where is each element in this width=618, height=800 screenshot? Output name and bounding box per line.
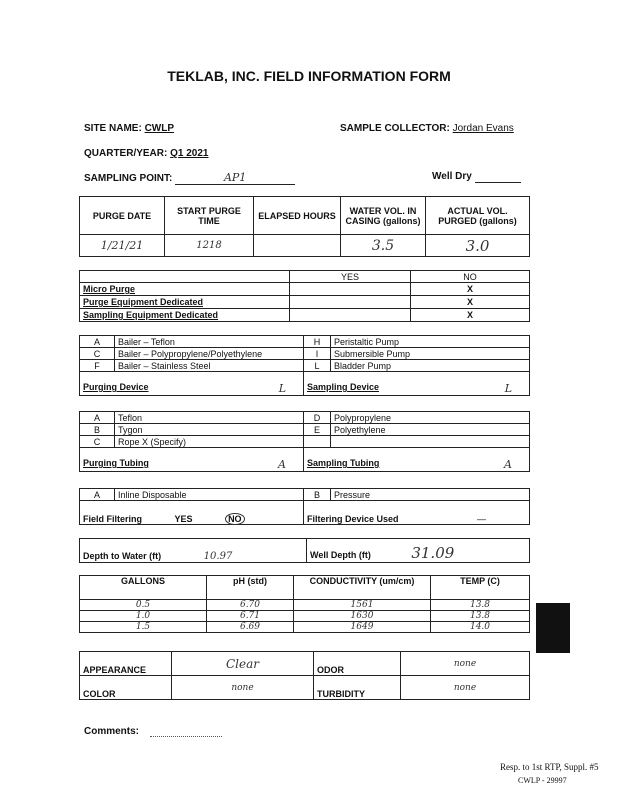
color-label: COLOR xyxy=(80,676,172,700)
well-dry-label: Well Dry xyxy=(432,171,472,182)
device-code: I xyxy=(304,348,331,360)
well-depth-cell xyxy=(307,539,530,563)
depth-to-water-value: 10.97 xyxy=(203,551,233,562)
comments-label: Comments: xyxy=(84,726,140,737)
sampling-equipment-yes xyxy=(290,309,411,322)
field-filtering-no-circled: NO xyxy=(225,513,245,525)
ph-header: pH (std) xyxy=(207,576,294,600)
reading-temp: 14.0 xyxy=(431,622,530,633)
device-name: Bailer – Polypropylene/Polyethylene xyxy=(115,348,304,360)
filtering-device-label: Filtering Device Used xyxy=(307,514,399,524)
well-depth-value: 31.09 xyxy=(411,544,455,562)
reading-ph: 6.70 xyxy=(207,600,294,611)
reading-gallons: 0.5 xyxy=(80,600,207,611)
micro-purge-yes xyxy=(290,283,411,296)
sampling-device-value: L xyxy=(504,382,512,395)
purge-equipment-no: X xyxy=(411,296,530,309)
micro-purge-no: X xyxy=(411,283,530,296)
turbidity-label: TURBIDITY xyxy=(314,676,401,700)
sampling-tubing-cell xyxy=(304,448,530,472)
reading-conductivity: 1649 xyxy=(294,622,431,633)
purge-equipment-label: Purge Equipment Dedicated xyxy=(80,296,290,309)
tubing-name: Teflon xyxy=(115,412,304,424)
sampling-device-label: Sampling Device xyxy=(307,382,380,392)
start-purge-header: START PURGE TIME xyxy=(165,197,254,235)
elapsed-hours-value xyxy=(254,235,341,257)
purge-date-header: PURGE DATE xyxy=(80,197,165,235)
collector-field xyxy=(340,123,514,134)
device-code: F xyxy=(80,360,115,372)
sampling-tubing-label: Sampling Tubing xyxy=(307,458,380,468)
depth-to-water-label: Depth to Water (ft) xyxy=(83,551,162,561)
site-name-value: CWLP xyxy=(144,123,175,134)
observations-table xyxy=(79,651,530,700)
appearance-label: APPEARANCE xyxy=(80,652,172,676)
color-value: none xyxy=(172,676,314,700)
no-header: NO xyxy=(411,271,530,283)
odor-label: ODOR xyxy=(314,652,401,676)
purging-device-cell xyxy=(80,372,304,396)
well-dry-field xyxy=(432,171,521,183)
tubing-code: B xyxy=(80,424,115,436)
depth-to-water-cell xyxy=(80,539,307,563)
tubing-code: E xyxy=(304,424,331,436)
filter-code: A xyxy=(80,489,115,501)
form-title: TEKLAB, INC. FIELD INFORMATION FORM xyxy=(167,68,451,84)
filter-name: Pressure xyxy=(331,489,530,501)
tubing-code: C xyxy=(80,436,115,448)
yes-header: YES xyxy=(290,271,411,283)
reading-ph: 6.69 xyxy=(207,622,294,633)
site-name-label: SITE NAME: xyxy=(84,123,142,134)
field-filtering-cell xyxy=(80,501,304,525)
elapsed-hours-header: ELAPSED HOURS xyxy=(254,197,341,235)
purging-device-value: L xyxy=(278,382,286,395)
sampling-point-field xyxy=(84,171,295,185)
tubing-table xyxy=(79,411,530,472)
water-vol-value: 3.5 xyxy=(341,235,426,257)
device-code: C xyxy=(80,348,115,360)
tubing-name: Polyethylene xyxy=(331,424,530,436)
device-code: L xyxy=(304,360,331,372)
quarter-field xyxy=(84,148,209,159)
purging-device-label: Purging Device xyxy=(83,382,149,392)
micro-purge-label: Micro Purge xyxy=(80,283,290,296)
comments-line xyxy=(150,736,222,737)
filtering-device-value: — xyxy=(477,514,486,524)
tubing-name: Tygon xyxy=(115,424,304,436)
filter-code: B xyxy=(304,489,331,501)
device-table xyxy=(79,335,530,396)
purge-table xyxy=(79,196,530,257)
collector-value: Jordan Evans xyxy=(452,123,514,134)
footer-id: CWLP - 29997 xyxy=(518,776,567,785)
actual-vol-value: 3.0 xyxy=(426,235,530,257)
device-code: A xyxy=(80,336,115,348)
reading-ph: 6.71 xyxy=(207,611,294,622)
footer-response: Resp. to 1st RTP, Suppl. #5 xyxy=(500,762,599,772)
actual-vol-header: ACTUAL VOL. PURGED (gallons) xyxy=(426,197,530,235)
tubing-name: Polypropylene xyxy=(331,412,530,424)
device-code: H xyxy=(304,336,331,348)
collector-label: SAMPLE COLLECTOR: xyxy=(340,123,450,134)
depth-table xyxy=(79,538,530,563)
reading-conductivity: 1630 xyxy=(294,611,431,622)
sampling-tubing-value: A xyxy=(504,458,512,471)
sampling-device-cell xyxy=(304,372,530,396)
gallons-header: GALLONS xyxy=(80,576,207,600)
purging-tubing-cell xyxy=(80,448,304,472)
yes-no-table xyxy=(79,270,530,322)
tubing-code: A xyxy=(80,412,115,424)
field-filtering-yes: YES xyxy=(174,514,193,524)
purging-tubing-value: A xyxy=(278,458,286,471)
device-name: Bladder Pump xyxy=(331,360,530,372)
start-purge-value: 1218 xyxy=(165,235,254,257)
sampling-equipment-no: X xyxy=(411,309,530,322)
well-depth-label: Well Depth (ft) xyxy=(310,550,371,560)
readings-table xyxy=(79,575,530,633)
sampling-point-value: AP1 xyxy=(223,171,247,184)
filtering-table xyxy=(79,488,530,525)
sampling-equipment-label: Sampling Equipment Dedicated xyxy=(80,309,290,322)
tubing-code: D xyxy=(304,412,331,424)
reading-temp: 13.8 xyxy=(431,611,530,622)
field-filtering-label: Field Filtering xyxy=(83,514,143,524)
purge-date-value: 1/21/21 xyxy=(80,235,165,257)
redaction-block xyxy=(536,603,570,653)
appearance-value: Clear xyxy=(172,652,314,676)
tubing-name: Rope X (Specify) xyxy=(115,436,304,448)
site-name-field xyxy=(84,123,174,134)
reading-gallons: 1.0 xyxy=(80,611,207,622)
sampling-point-label: SAMPLING POINT: xyxy=(84,173,173,184)
odor-value: none xyxy=(401,652,530,676)
filter-name: Inline Disposable xyxy=(115,489,304,501)
device-name: Peristaltic Pump xyxy=(331,336,530,348)
conductivity-header: CONDUCTIVITY (um/cm) xyxy=(294,576,431,600)
reading-temp: 13.8 xyxy=(431,600,530,611)
quarter-label: QUARTER/YEAR: xyxy=(84,148,168,159)
reading-conductivity: 1561 xyxy=(294,600,431,611)
temp-header: TEMP (C) xyxy=(431,576,530,600)
quarter-value: Q1 2021 xyxy=(170,148,209,159)
device-name: Bailer – Stainless Steel xyxy=(115,360,304,372)
device-name: Submersible Pump xyxy=(331,348,530,360)
device-name: Bailer – Teflon xyxy=(115,336,304,348)
filtering-device-cell xyxy=(304,501,530,525)
purging-tubing-label: Purging Tubing xyxy=(83,458,149,468)
reading-gallons: 1.5 xyxy=(80,622,207,633)
turbidity-value: none xyxy=(401,676,530,700)
purge-equipment-yes xyxy=(290,296,411,309)
water-vol-header: WATER VOL. IN CASING (gallons) xyxy=(341,197,426,235)
